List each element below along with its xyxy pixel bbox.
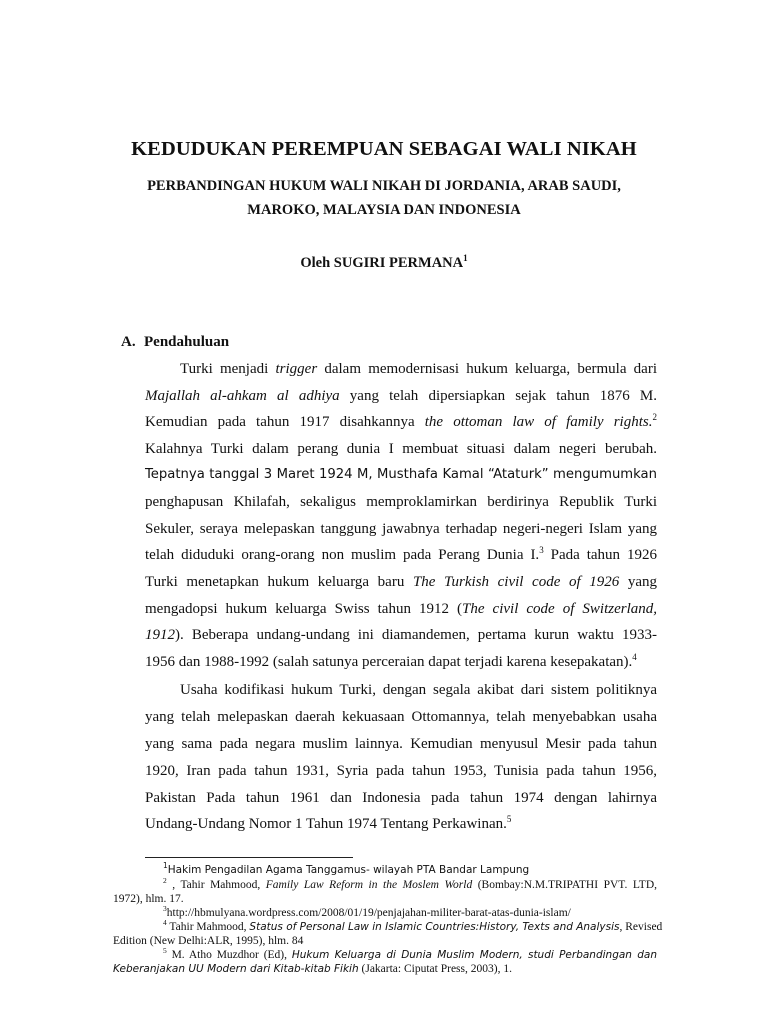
section-title: Pendahuluan — [144, 334, 230, 350]
body-line: Turki menjadi trigger dalam memodernisasi hukum keluarga, bermula dari — [180, 361, 657, 377]
body-line: Majallah al-ahkam al adhiya yang telah dipersiapkan sejak tahun 1876 M. — [145, 388, 657, 404]
body-line: penghapusan Khilafah, sekaligus memproklamirkan berdirinya Republik Turki — [145, 494, 657, 510]
footnote-1: $^1$Hakim Pengadilan Agama Tanggamus- wilayah PTA Bandar Lampung — [163, 861, 530, 876]
footnote-5-cont: Keberanjakan UU Modern dari Kitab-kitab Fikih (Jakarta: Ciputat Press, 2003), 1. — [113, 963, 512, 975]
body-line: mengadopsi hukum keluarga Swiss tahun 1912 (The civil code of Switzerland, — [145, 601, 658, 617]
subtitle-line-2: MAROKO, MALAYSIA DAN INDONESIA — [247, 202, 521, 218]
body-line: 1956 dan 1988-1992 (salah satunya perceraian dapat terjadi karena kesepakatan).$^4$ — [145, 652, 637, 670]
author-line — [0, 255, 768, 272]
footnote-3-link[interactable]: http://hbmulyana.wordpress.com/2008/01/19/penjajahan-militer-barat-atas-dunia-islam/ — [166, 907, 571, 919]
body-line: Tepatnya tanggal 3 Maret 1924 M, Musthafa Kamal “Ataturk” mengumumkan — [145, 467, 657, 482]
subtitle-line-1: PERBANDINGAN HUKUM WALI NIKAH DI JORDANIA, ARAB SAUDI, — [147, 178, 621, 194]
body-line: yang telah melepaskan daerah kekuasaan Ottomannya, telah menyebabkan usaha — [145, 709, 657, 725]
body-line: telah diduduki orang-orang non muslim pada Perang Dunia I.$^3$ Pada tahun 1926 — [145, 545, 657, 563]
author-name: Oleh SUGIRI PERMANA — [300, 255, 464, 271]
footnote-2: $^2$ , Tahir Mahmood, Family Law Reform in the Moslem World (Bombay:N.M.TRIPATHI PVT. LTD, — [163, 876, 658, 891]
footnote-ref-4: 4 — [632, 652, 637, 662]
body-line: Kemudian pada tahun 1917 disahkannya the ottoman law of family rights.$^2$ — [145, 412, 657, 430]
body-line: Pakistan Pada tahun 1961 dan Indonesia pada tahun 1974 dengan lahirnya — [145, 790, 657, 806]
section-letter: A. — [121, 334, 136, 350]
section-heading — [121, 334, 229, 351]
footnote-ref-3: 3 — [539, 545, 544, 555]
page-title: KEDUDUKAN PEREMPUAN SEBAGAI WALI NIKAH — [131, 138, 637, 160]
footnote-4: $^4$ Tahir Mahmood, Status of Personal Law in Islamic Countries:History, Texts and Analysis, Revised — [163, 918, 663, 933]
footnote-4-cont: Edition (New Delhi:ALR, 1995), hlm. 84 — [113, 935, 304, 947]
body-line: 1920, Iran pada tahun 1931, Syria pada tahun 1953, Tunisia pada tahun 1956, — [145, 763, 657, 779]
body-line: Kalahnya Turki dalam perang dunia I membuat situasi dalam negeri berubah. — [145, 441, 657, 457]
footnote-2-cont: 1972), hlm. 17. — [113, 893, 184, 905]
body-line: Turki menetapkan hukum keluarga baru The Turkish civil code of 1926 yang — [145, 574, 657, 590]
body-line: yang sama pada negara muslim lainnya. Kemudian menyusul Mesir pada tahun — [145, 736, 657, 752]
body-line: Usaha kodifikasi hukum Turki, dengan segala akibat dari sistem politiknya — [180, 682, 657, 698]
body-line: Sekuler, seraya melepaskan tanggung jawabnya terhadap negeri-negeri Islam yang — [145, 521, 657, 537]
footnote-3: $^3$http://hbmulyana.wordpress.com/2008/01/19/penjajahan-militer-barat-atas-dunia-islam/ — [163, 904, 571, 919]
body-line: 1912). Beberapa undang-undang ini diamandemen, pertama kurun waktu 1933- — [145, 627, 657, 643]
footnote-5: $^5$ M. Atho Muzdhor (Ed), Hukum Keluarga di Dunia Muslim Modern, studi Perbandingan dan — [163, 946, 657, 961]
footnote-ref-5: 5 — [506, 814, 512, 824]
body-line: Undang-Undang Nomor 1 Tahun 1974 Tentang Perkawinan.$^5$ — [145, 814, 512, 832]
footnote-divider — [145, 857, 353, 858]
footnote-ref-2: 2 — [652, 412, 657, 422]
footnote-ref-1: 1 — [463, 253, 468, 263]
